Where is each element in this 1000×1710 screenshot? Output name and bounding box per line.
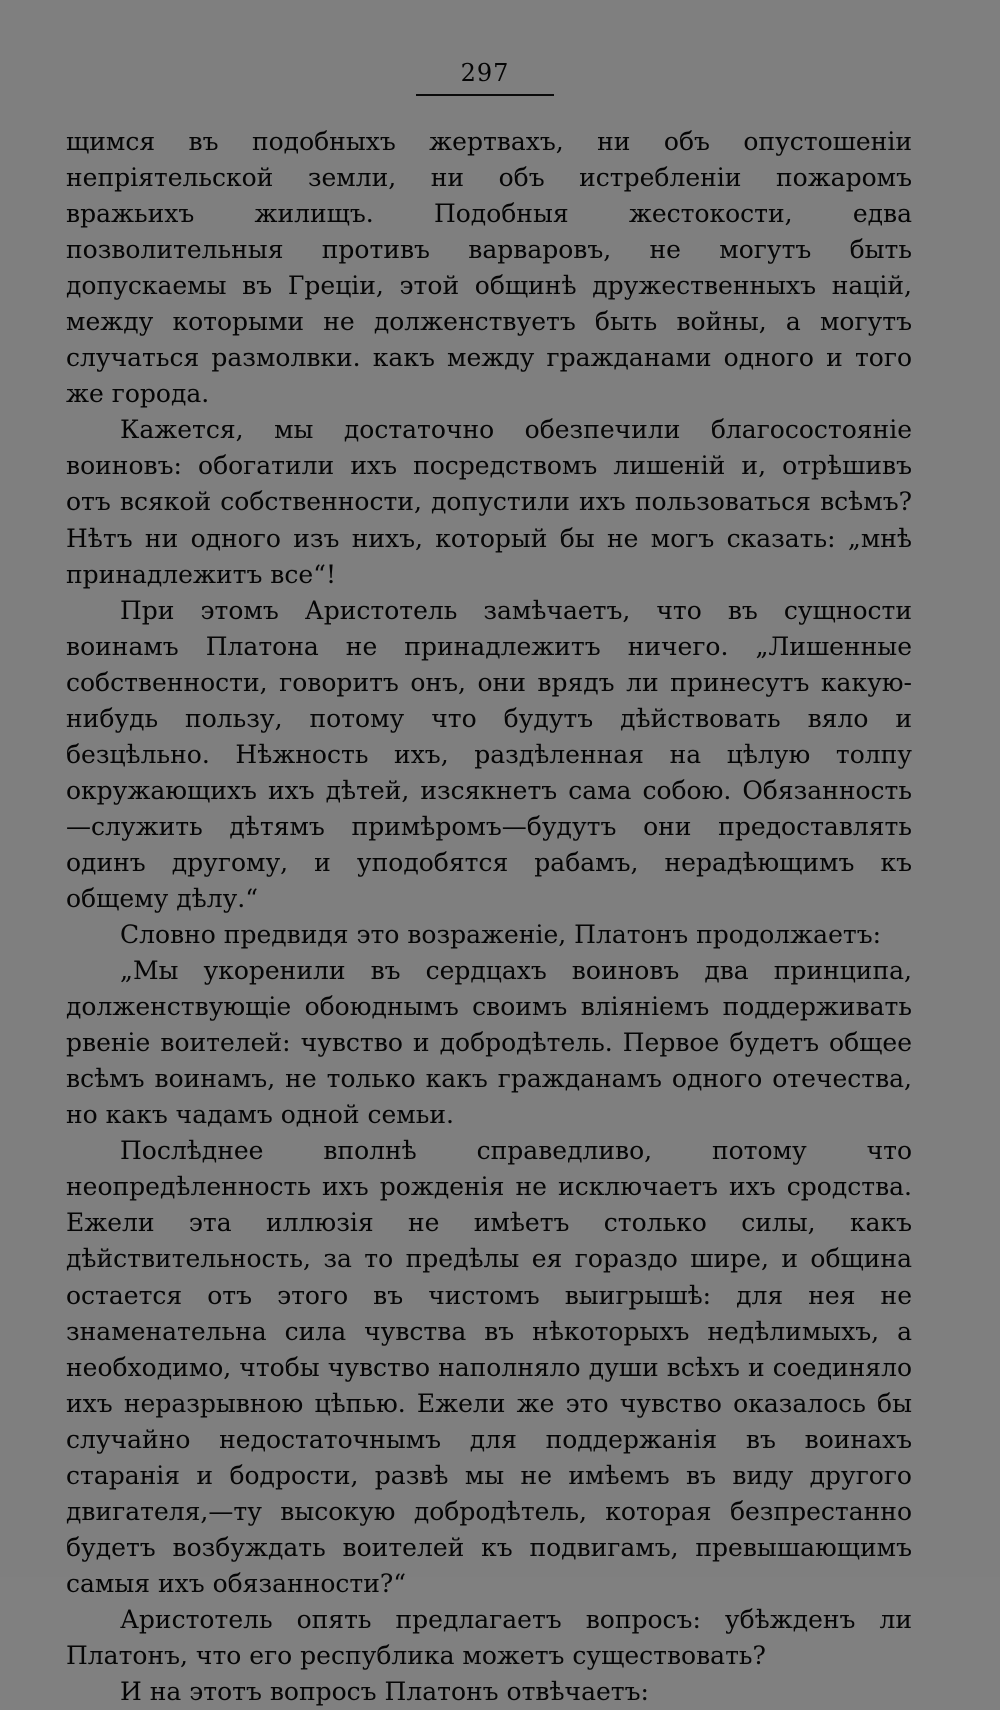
page-header	[416, 58, 554, 96]
paragraph: Кажется, мы достаточно обезпечили благосостояніе воиновъ: обогатили ихъ посредствомъ лишеній и, отрѣшивъ отъ всякой собственности, допустили ихъ пользоваться всѣмъ? Нѣтъ ни одного изъ нихъ, который бы не могъ сказать: „мнѣ принадлежитъ все“!	[66, 415, 912, 589]
paragraph-quote: „Мы укоренили въ сердцахъ воиновъ два принципа, долженствующіе обоюднымъ своимъ вліяніемъ поддерживать рвеніе воителей: чувство и добродѣтель. Первое будетъ общее всѣмъ воинамъ, не только какъ гражданамъ одного отечества, но какъ чадамъ одной семьи.	[66, 956, 912, 1130]
paragraph: Аристотель опять предлагаетъ вопросъ: убѣжденъ ли Платонъ, что его республика можетъ существовать?	[66, 1604, 912, 1670]
paragraph: И на этотъ вопросъ Платонъ отвѣчаетъ:	[120, 1677, 649, 1707]
paragraph-continuation: щимся въ подобныхъ жертвахъ, ни объ опустошеніи непріятельской земли, ни объ истребленіи пожаромъ вражьихъ жилищъ. Подобныя жестокости, едва позволительныя противъ варваровъ, не могутъ быть допускаемы въ Греціи, этой общинѣ дружественныхъ націй, между которыми не долженствуетъ быть войны, а могутъ случаться размолвки. какъ между гражданами одного и того же города.	[66, 127, 912, 409]
page-body	[66, 124, 912, 1710]
paragraph: При этомъ Аристотель замѣчаетъ, что въ сущности воинамъ Платона не принадлежитъ ничего. „Лишенные собственности, говоритъ онъ, они врядъ ли принесутъ какую-нибудь пользу, потому что будутъ дѣйствовать вяло и безцѣльно. Нѣжность ихъ, раздѣленная на цѣлую толпу окружающихъ ихъ дѣтей, изсякнетъ сама собою. Обязанность—служить дѣтямъ примѣромъ—будутъ они предоставлять одинъ другому, и уподобятся рабамъ, нерадѣющимъ къ общему дѣлу.“	[66, 595, 912, 913]
header-rule	[416, 94, 554, 96]
paragraph: Послѣднее вполнѣ справедливо, потому что неопредѣленность ихъ рожденія не исключаетъ ихъ сродства. Ежели эта иллюзія не имѣетъ столько силы, какъ дѣйствительность, за то предѣлы ея гораздо шире, и община остается отъ этого въ чистомъ выигрышѣ: для нея не знаменательна сила чувства въ нѣкоторыхъ недѣлимыхъ, а необходимо, чтобы чувство наполняло души всѣхъ и соединяло ихъ неразрывною цѣпью. Ежели же это чувство оказалось бы случайно недостаточнымъ для поддержанія въ воинахъ старанія и бодрости, развѣ мы не имѣемъ въ виду другого двигателя,—ту высокую добродѣтель, которая безпрестанно будетъ возбуждать воителей къ подвигамъ, превышающимъ самыя ихъ обязанности?“	[66, 1136, 912, 1598]
paragraph: Словно предвидя это возраженіе, Платонъ продолжаетъ:	[120, 920, 882, 950]
page-number: 297	[460, 59, 510, 87]
